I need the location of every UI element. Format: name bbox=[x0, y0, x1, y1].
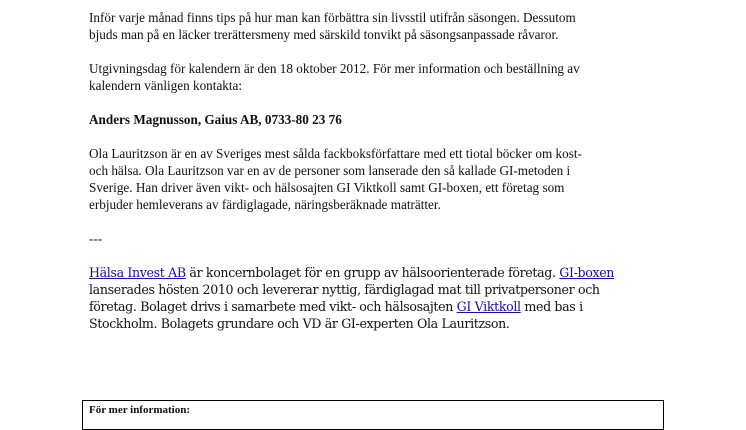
company-line-2: lanserades hösten 2010 och levererar nyttig, färdiglagad mat till privatpersoner och bbox=[89, 282, 600, 297]
intro-line-2: bjuds man på en läcker trerättersmeny med särskild tonvikt på säsongsanpassade råvaror. bbox=[89, 27, 559, 42]
separator: --- bbox=[89, 231, 103, 246]
company-line-3 bbox=[89, 298, 669, 315]
info-box bbox=[82, 400, 664, 430]
bio-line-1: Ola Lauritzson är en av Sveriges mest sålda fackboksförfattare med ett tiotal böcker om kost- bbox=[89, 146, 582, 161]
release-line-2: kalendern vänligen kontakta: bbox=[89, 78, 243, 93]
halsa-invest-link[interactable]: Hälsa Invest AB bbox=[89, 265, 186, 280]
company-line-4: Stockholm. Bolagets grundare och VD är GI-experten Ola Lauritzson. bbox=[89, 316, 510, 331]
company-line-1-text: är koncernbolaget för en grupp av hälsoorienterade företag. bbox=[185, 265, 560, 280]
bio-line-3: Sverige. Han driver även vikt- och hälsosajten GI Viktkoll samt GI-boxen, ett företag som bbox=[89, 180, 565, 195]
bio-line-4: erbjuder hemleverans av färdiglagade, näringsberäknade maträtter. bbox=[89, 197, 441, 212]
company-line-1 bbox=[89, 264, 669, 281]
info-box-title: För mer information: bbox=[89, 404, 191, 416]
release-line-1: Utgivningsdag för kalendern är den 18 oktober 2012. För mer information och beställning av bbox=[89, 61, 580, 76]
gi-boxen-link[interactable]: GI-boxen bbox=[559, 265, 615, 280]
bio-line-2: och hälsa. Ola Lauritzson var en av de personer som lanserade den så kallade GI-metoden i bbox=[89, 163, 571, 178]
gi-viktkoll-link[interactable]: GI Viktkoll bbox=[456, 299, 521, 314]
company-line-3-start: företag. Bolaget drivs i samarbete med vikt- och hälsosajten bbox=[89, 299, 457, 314]
document-body bbox=[89, 9, 669, 332]
contact-line: Anders Magnusson, Gaius AB, 0733-80 23 76 bbox=[89, 112, 342, 127]
intro-line-1: Inför varje månad finns tips på hur man kan förbättra sin livsstil utifrån säsongen. Dessutom bbox=[89, 10, 576, 25]
company-line-3-end: med bas i bbox=[520, 299, 583, 314]
